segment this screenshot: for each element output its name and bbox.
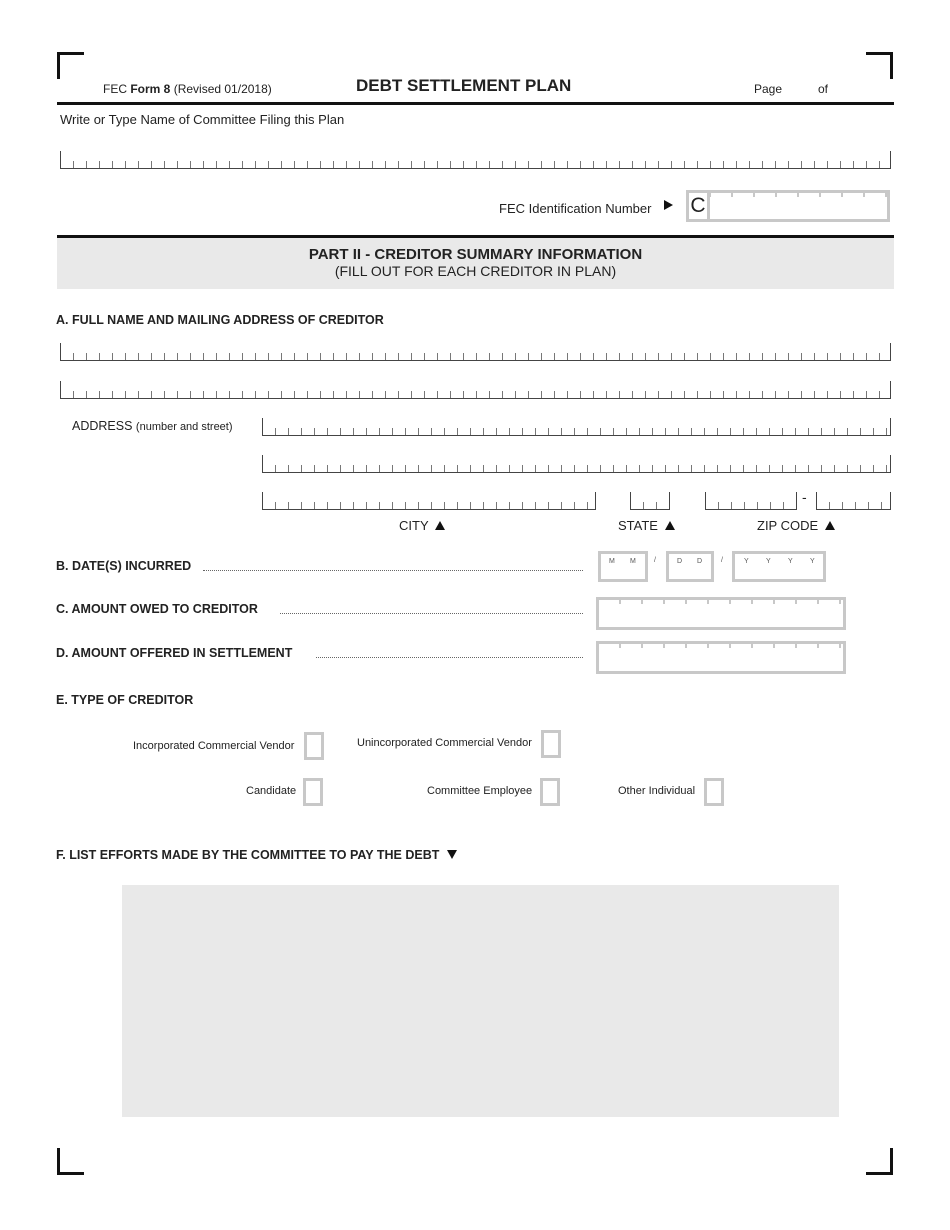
committee-name-label: Write or Type Name of Committee Filing this Plan bbox=[60, 112, 345, 127]
employee-checkbox[interactable] bbox=[540, 778, 560, 806]
amount-owed-field[interactable] bbox=[596, 597, 846, 630]
yyyy-hint: Y bbox=[766, 558, 771, 565]
triangle-up-icon bbox=[825, 521, 835, 530]
date-year-field[interactable] bbox=[732, 551, 826, 582]
dd-hint: D bbox=[697, 558, 703, 565]
of-label: of bbox=[818, 82, 829, 96]
form-revised: (Revised 01/2018) bbox=[173, 82, 272, 96]
zip-label bbox=[757, 518, 835, 533]
leader-dots bbox=[280, 613, 583, 614]
zip-ext-field[interactable] bbox=[816, 492, 891, 510]
address-sub-label: (number and street) bbox=[135, 421, 233, 433]
candidate-checkbox[interactable] bbox=[303, 778, 323, 806]
header-rule bbox=[57, 102, 894, 105]
page-title: DEBT SETTLEMENT PLAN bbox=[356, 76, 572, 95]
zip-label-text: ZIP CODE bbox=[757, 518, 819, 533]
efforts-textarea[interactable] bbox=[122, 885, 839, 1117]
other-individual-checkbox[interactable] bbox=[704, 778, 724, 806]
fec-id-prefix: C bbox=[689, 193, 710, 219]
date-separator: / bbox=[721, 557, 723, 564]
committee-name-field[interactable] bbox=[60, 151, 891, 169]
page-label: Page bbox=[754, 82, 783, 96]
mm-hint: M bbox=[630, 558, 636, 565]
inc-vendor-checkbox[interactable] bbox=[304, 732, 324, 760]
part-banner bbox=[57, 238, 894, 289]
dd-hint: D bbox=[677, 558, 683, 565]
part-subtitle: (FILL OUT FOR EACH CREDITOR IN PLAN) bbox=[334, 263, 617, 279]
city-label-text: CITY bbox=[399, 518, 429, 533]
uninc-vendor-label: Unincorporated Commercial Vendor bbox=[357, 737, 532, 749]
state-field[interactable] bbox=[630, 492, 670, 510]
date-separator: / bbox=[654, 557, 656, 564]
amount-offered-field[interactable] bbox=[596, 641, 846, 674]
corner-mark-bottom-left bbox=[57, 1148, 84, 1175]
date-day-field[interactable] bbox=[666, 551, 714, 582]
corner-mark-top-right bbox=[866, 52, 893, 79]
form-name: Form 8 bbox=[130, 82, 171, 96]
uninc-vendor-checkbox[interactable] bbox=[541, 730, 561, 758]
section-f-label bbox=[56, 848, 457, 862]
yyyy-hint: Y bbox=[788, 558, 793, 565]
section-c-label: C. AMOUNT OWED TO CREDITOR bbox=[56, 602, 258, 616]
form-prefix: FEC bbox=[103, 82, 127, 96]
triangle-up-icon bbox=[665, 521, 675, 530]
section-f-label-text: F. LIST EFFORTS MADE BY THE COMMITTEE TO PAY THE DEBT bbox=[56, 848, 440, 862]
triangle-up-icon bbox=[435, 521, 445, 530]
section-e-label: E. TYPE OF CREDITOR bbox=[56, 693, 194, 707]
yyyy-hint: Y bbox=[810, 558, 815, 565]
zip-dash: - bbox=[802, 489, 807, 505]
leader-dots bbox=[203, 570, 583, 571]
address-label-text: ADDRESS bbox=[72, 419, 133, 433]
section-b-label: B. DATE(S) INCURRED bbox=[56, 559, 192, 573]
city-field[interactable] bbox=[262, 492, 596, 510]
part-title: PART II - CREDITOR SUMMARY INFORMATION bbox=[308, 246, 643, 263]
date-month-field[interactable] bbox=[598, 551, 648, 582]
city-label bbox=[399, 518, 445, 533]
section-d-label: D. AMOUNT OFFERED IN SETTLEMENT bbox=[56, 646, 293, 660]
mm-hint: M bbox=[609, 558, 615, 565]
inc-vendor-label: Incorporated Commercial Vendor bbox=[133, 740, 295, 752]
triangle-right-icon bbox=[664, 200, 674, 212]
employee-label: Committee Employee bbox=[427, 785, 533, 797]
creditor-name-line-2[interactable] bbox=[60, 381, 891, 399]
zip-field[interactable] bbox=[705, 492, 797, 510]
address-line-2[interactable] bbox=[262, 455, 891, 473]
candidate-label: Candidate bbox=[246, 785, 297, 797]
form-identifier bbox=[103, 82, 272, 96]
creditor-name-line-1[interactable] bbox=[60, 343, 891, 361]
state-label bbox=[618, 518, 675, 533]
other-individual-label: Other Individual bbox=[618, 785, 696, 797]
fec-id-field[interactable] bbox=[686, 190, 890, 222]
triangle-down-icon bbox=[447, 850, 457, 859]
address-label bbox=[72, 419, 233, 433]
corner-mark-top-left bbox=[57, 52, 84, 79]
leader-dots bbox=[316, 657, 583, 658]
corner-mark-bottom-right bbox=[866, 1148, 893, 1175]
section-a-label: A. FULL NAME AND MAILING ADDRESS OF CREDITOR bbox=[56, 313, 384, 327]
yyyy-hint: Y bbox=[744, 558, 749, 565]
address-line-1[interactable] bbox=[262, 418, 891, 436]
state-label-text: STATE bbox=[618, 518, 658, 533]
fec-id-label: FEC Identification Number bbox=[499, 201, 652, 216]
